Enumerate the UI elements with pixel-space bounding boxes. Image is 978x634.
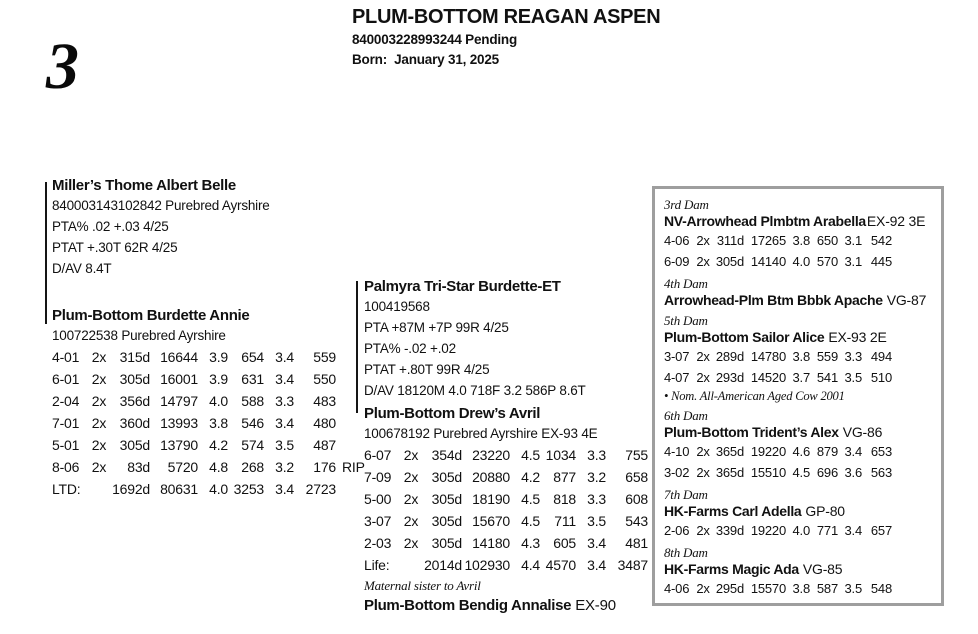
record-cell: 2x <box>696 581 710 596</box>
record-cell: 2-06 <box>664 523 690 538</box>
record-cell: RIP <box>342 459 365 475</box>
record-cell: 14140 <box>750 254 786 269</box>
record-cell: 4.0 <box>209 481 228 497</box>
record-cell: 19220 <box>750 523 786 538</box>
record-cell: 356d <box>119 393 150 409</box>
record-cell: 587 <box>816 581 838 596</box>
record-cell: 877 <box>553 469 576 485</box>
record-cell: 16001 <box>160 371 198 387</box>
record-cell: 494 <box>870 349 892 364</box>
record-cell: 14520 <box>750 370 786 385</box>
record-cell: 289d <box>715 349 744 364</box>
record-row <box>52 346 372 368</box>
dam-generation-label: 8th Dam <box>664 545 708 560</box>
record-row <box>664 367 932 388</box>
record-cell: 588 <box>241 393 264 409</box>
record-cell: 14180 <box>472 535 510 551</box>
sire-name: Miller’s Thome Albert Belle <box>52 177 236 194</box>
record-cell: 315d <box>119 349 150 365</box>
record-cell: 4-06 <box>664 581 690 596</box>
dam-history-box <box>652 186 944 606</box>
dam-records <box>664 520 932 541</box>
record-cell: 19220 <box>750 444 786 459</box>
record-cell: 5720 <box>167 459 198 475</box>
record-cell: 3.3 <box>275 393 294 409</box>
record-cell: 2x <box>403 469 419 485</box>
record-cell: 3.3 <box>587 491 606 507</box>
record-cell: 5-01 <box>52 437 80 453</box>
record-cell: 2723 <box>305 481 336 497</box>
animal-name: PLUM-BOTTOM REAGAN ASPEN <box>352 6 661 28</box>
dam-entry <box>664 487 932 541</box>
record-cell: 657 <box>870 523 892 538</box>
record-cell: 3.1 <box>844 233 862 248</box>
record-cell: 559 <box>313 349 336 365</box>
sire-dam-block <box>52 306 372 500</box>
record-cell: 631 <box>241 371 264 387</box>
pedigree-bracket-left <box>45 182 47 324</box>
record-cell: 481 <box>625 535 648 551</box>
dam-generation-label: 7th Dam <box>664 487 708 502</box>
record-cell: 83d <box>127 459 150 475</box>
record-cell: 2014d <box>424 557 462 573</box>
record-cell: 102930 <box>464 557 510 573</box>
record-cell: 3487 <box>617 557 648 573</box>
record-cell: 3253 <box>233 481 264 497</box>
record-row <box>664 520 932 541</box>
record-cell: 4.0 <box>792 523 810 538</box>
record-cell: 771 <box>816 523 838 538</box>
record-cell: 176 <box>313 459 336 475</box>
sire-dav-line: D/AV 8.4T <box>52 261 112 276</box>
record-cell: 2x <box>696 233 710 248</box>
record-cell: 3.8 <box>792 233 810 248</box>
dam-generation-label: 3rd Dam <box>664 197 709 212</box>
record-cell: 6-09 <box>664 254 690 269</box>
record-cell: 2x <box>91 459 107 475</box>
dam-records <box>664 346 932 388</box>
dam-name: Arrowhead-Plm Btm Bbbk Apache <box>664 292 883 308</box>
record-row <box>664 578 932 599</box>
record-cell: 696 <box>816 465 838 480</box>
record-cell: 542 <box>870 233 892 248</box>
record-cell: 4-01 <box>52 349 80 365</box>
record-cell: 3.5 <box>275 437 294 453</box>
record-cell: 480 <box>313 415 336 431</box>
record-cell: 3.4 <box>587 535 606 551</box>
record-cell: 7-09 <box>364 469 392 485</box>
sire-ptat-line: PTAT +.30T 62R 4/25 <box>52 240 178 255</box>
record-cell: 4.5 <box>521 491 540 507</box>
record-cell: 755 <box>625 447 648 463</box>
sire-registration: 840003143102842 Purebred Ayrshire <box>52 198 270 213</box>
record-row <box>52 456 372 478</box>
record-cell: 3.9 <box>209 371 228 387</box>
record-cell: 15510 <box>750 465 786 480</box>
record-cell: 2x <box>403 491 419 507</box>
record-cell: 2x <box>403 535 419 551</box>
dam-name: Plum-Bottom Burdette Annie <box>52 307 250 324</box>
sire-pta-line: PTA% .02 +.03 4/25 <box>52 219 169 234</box>
record-cell: 15670 <box>472 513 510 529</box>
record-cell: 2x <box>696 465 710 480</box>
record-cell: 4.0 <box>792 254 810 269</box>
record-cell: 3.4 <box>275 481 294 497</box>
dam-name: Plum-Bottom Drew’s Avril <box>364 405 541 422</box>
record-cell: 483 <box>313 393 336 409</box>
record-cell: 3.5 <box>844 370 862 385</box>
dam-registration: 100722538 Purebred Ayrshire <box>52 328 226 343</box>
maternal-pedigree-panel <box>364 277 664 615</box>
record-cell: 4.0 <box>209 393 228 409</box>
record-row <box>52 434 372 456</box>
record-cell: 8-06 <box>52 459 80 475</box>
record-cell: 510 <box>870 370 892 385</box>
record-cell: 487 <box>313 437 336 453</box>
record-cell: 305d <box>431 513 462 529</box>
record-cell: 13790 <box>160 437 198 453</box>
dam-entry <box>664 408 932 483</box>
record-cell: 3.1 <box>844 254 862 269</box>
record-cell: 2x <box>696 349 710 364</box>
dam-score: VG-85 <box>802 561 843 577</box>
record-cell: 365d <box>715 444 744 459</box>
maternal-sister-score: EX-90 <box>575 597 616 614</box>
record-cell: 4.8 <box>209 459 228 475</box>
record-cell: 548 <box>870 581 892 596</box>
record-cell: 4.3 <box>521 535 540 551</box>
record-cell: 2-03 <box>364 535 392 551</box>
record-cell: 879 <box>816 444 838 459</box>
record-row <box>664 462 932 483</box>
record-cell: 574 <box>241 437 264 453</box>
record-cell: 13993 <box>160 415 198 431</box>
record-row <box>52 390 372 412</box>
lot-number: 3 <box>46 30 79 103</box>
record-cell: 4-06 <box>664 233 690 248</box>
record-cell: 18190 <box>472 491 510 507</box>
dam-records <box>664 230 932 272</box>
record-cell: 2x <box>91 415 107 431</box>
record-cell: 4.2 <box>521 469 540 485</box>
dam-name: Plum-Bottom Sailor Alice <box>664 329 825 345</box>
dam-entry <box>664 276 932 309</box>
record-cell: 6-01 <box>52 371 80 387</box>
animal-header <box>352 5 772 69</box>
record-cell: 711 <box>554 513 576 529</box>
record-cell: 3.3 <box>844 349 862 364</box>
record-cell: 305d <box>431 469 462 485</box>
record-cell: Life: <box>364 557 390 573</box>
record-cell: 3.4 <box>275 371 294 387</box>
record-cell: 3.8 <box>792 581 810 596</box>
record-cell: 23220 <box>472 447 510 463</box>
animal-registration: 840003228993244 Pending <box>352 32 518 47</box>
record-cell: 546 <box>241 415 264 431</box>
record-row <box>664 251 932 272</box>
record-cell: 3.8 <box>792 349 810 364</box>
record-cell: 2x <box>696 254 710 269</box>
record-cell: 4570 <box>545 557 576 573</box>
record-cell: 305d <box>431 535 462 551</box>
record-cell: 3.2 <box>275 459 294 475</box>
record-row <box>52 412 372 434</box>
birth-date: Born: January 31, 2025 <box>352 52 499 67</box>
record-cell: 4.5 <box>521 447 540 463</box>
dam-name: HK-Farms Carl Adella <box>664 503 802 519</box>
maternal-sire-pta-line: PTA +87M +7P 99R 4/25 <box>364 320 509 335</box>
record-row <box>364 444 664 466</box>
record-cell: 4.6 <box>792 444 810 459</box>
record-cell: 3.9 <box>209 349 228 365</box>
record-cell: 6-07 <box>364 447 392 463</box>
record-cell: 268 <box>241 459 264 475</box>
maternal-sire-registration: 100419568 <box>364 299 430 314</box>
record-cell: 2x <box>403 513 419 529</box>
record-row <box>664 230 932 251</box>
record-cell: 4.5 <box>792 465 810 480</box>
dam-score: EX-92 3E <box>866 213 926 229</box>
record-cell: 305d <box>119 437 150 453</box>
record-cell: 16644 <box>160 349 198 365</box>
record-cell: 559 <box>816 349 838 364</box>
record-cell: 2x <box>91 371 107 387</box>
dam-name: NV-Arrowhead Plmbtm Arabella <box>664 213 866 229</box>
record-cell: 3.4 <box>844 523 862 538</box>
maternal-sire-dav-line: D/AV 18120M 4.0 718F 3.2 586P 8.6T <box>364 383 586 398</box>
maternal-sister-line <box>364 596 664 615</box>
record-row <box>364 532 664 554</box>
record-row <box>664 346 932 367</box>
record-cell: 3.6 <box>844 465 862 480</box>
record-row <box>364 466 664 488</box>
record-cell: 3.5 <box>587 513 606 529</box>
record-cell: 4.2 <box>209 437 228 453</box>
record-row <box>364 510 664 532</box>
dam-score: VG-86 <box>842 424 883 440</box>
record-cell: 650 <box>816 233 838 248</box>
record-cell: 3.7 <box>792 370 810 385</box>
record-cell: 3.4 <box>275 415 294 431</box>
lactation-records <box>364 444 664 576</box>
record-cell: 608 <box>625 491 648 507</box>
record-cell: 293d <box>715 370 744 385</box>
maternal-sire-name: Palmyra Tri-Star Burdette-ET <box>364 278 561 295</box>
dam-block <box>364 404 664 615</box>
record-cell: 2-04 <box>52 393 80 409</box>
dam-score: EX-93 2E <box>828 329 887 345</box>
record-cell: 543 <box>625 513 648 529</box>
dam-records <box>664 578 932 599</box>
dam-registration: 100678192 Purebred Ayrshire EX-93 4E <box>364 426 598 441</box>
record-cell: 14780 <box>750 349 786 364</box>
maternal-sister-note: Maternal sister to Avril <box>364 578 481 593</box>
dam-entry <box>664 313 932 404</box>
record-cell: 4.4 <box>521 557 540 573</box>
record-cell: 3.8 <box>209 415 228 431</box>
maternal-sire-ptat-line: PTAT +.80T 99R 4/25 <box>364 362 490 377</box>
record-cell: 3-02 <box>664 465 690 480</box>
record-cell: 2x <box>696 370 710 385</box>
record-row <box>664 441 932 462</box>
record-cell: 80631 <box>160 481 198 497</box>
dam-generation-label: 4th Dam <box>664 276 708 291</box>
record-cell: 3.3 <box>587 447 606 463</box>
record-cell: LTD: <box>52 481 81 497</box>
record-row <box>364 488 664 510</box>
record-cell: 20880 <box>472 469 510 485</box>
maternal-sire-pta-pct-line: PTA% -.02 +.02 <box>364 341 456 356</box>
dam-name: Plum-Bottom Trident’s Alex <box>664 424 839 440</box>
record-cell: 2x <box>696 523 710 538</box>
record-cell: 3.4 <box>275 349 294 365</box>
record-cell: 2x <box>91 437 107 453</box>
record-cell: 3.5 <box>844 581 862 596</box>
record-cell: 14797 <box>160 393 198 409</box>
record-cell: 2x <box>696 444 710 459</box>
record-cell: 1692d <box>112 481 150 497</box>
dam-entry <box>664 545 932 599</box>
dam-award-note: • Nom. All-American Aged Cow 2001 <box>664 389 845 403</box>
dam-generation-label: 5th Dam <box>664 313 708 328</box>
record-cell: 15570 <box>750 581 786 596</box>
record-cell: 3.4 <box>844 444 862 459</box>
record-cell: 2x <box>91 393 107 409</box>
dam-score: GP-80 <box>805 503 845 519</box>
record-cell: 4-07 <box>664 370 690 385</box>
record-cell: 1034 <box>545 447 576 463</box>
record-cell: 3-07 <box>664 349 690 364</box>
record-cell: 541 <box>816 370 838 385</box>
record-cell: 295d <box>715 581 744 596</box>
record-cell: 563 <box>870 465 892 480</box>
record-cell: 658 <box>625 469 648 485</box>
dam-entry <box>664 197 932 272</box>
record-cell: 17265 <box>750 233 786 248</box>
record-cell: 4-10 <box>664 444 690 459</box>
record-row <box>364 554 664 576</box>
record-cell: 305d <box>119 371 150 387</box>
record-cell: 354d <box>431 447 462 463</box>
record-cell: 305d <box>715 254 744 269</box>
record-cell: 4.5 <box>521 513 540 529</box>
sire-pedigree-panel <box>52 176 372 500</box>
record-cell: 360d <box>119 415 150 431</box>
record-cell: 5-00 <box>364 491 392 507</box>
lactation-records <box>52 346 372 500</box>
record-cell: 311d <box>716 233 744 248</box>
record-cell: 365d <box>715 465 744 480</box>
record-cell: 7-01 <box>52 415 80 431</box>
record-cell: 570 <box>816 254 838 269</box>
record-cell: 2x <box>91 349 107 365</box>
dam-generation-label: 6th Dam <box>664 408 708 423</box>
record-cell: 550 <box>313 371 336 387</box>
record-cell: 445 <box>870 254 892 269</box>
record-cell: 818 <box>553 491 576 507</box>
record-row <box>52 478 372 500</box>
record-cell: 3-07 <box>364 513 392 529</box>
dam-score: VG-87 <box>886 292 927 308</box>
record-cell: 605 <box>553 535 576 551</box>
record-cell: 654 <box>241 349 264 365</box>
dam-records <box>664 441 932 483</box>
record-cell: 3.4 <box>587 557 606 573</box>
dam-name: HK-Farms Magic Ada <box>664 561 799 577</box>
record-cell: 653 <box>870 444 892 459</box>
record-cell: 3.2 <box>587 469 606 485</box>
record-cell: 339d <box>715 523 744 538</box>
maternal-sister-name: Plum-Bottom Bendig Annalise <box>364 597 572 614</box>
record-cell: 2x <box>403 447 419 463</box>
record-cell: 305d <box>431 491 462 507</box>
record-row <box>52 368 372 390</box>
